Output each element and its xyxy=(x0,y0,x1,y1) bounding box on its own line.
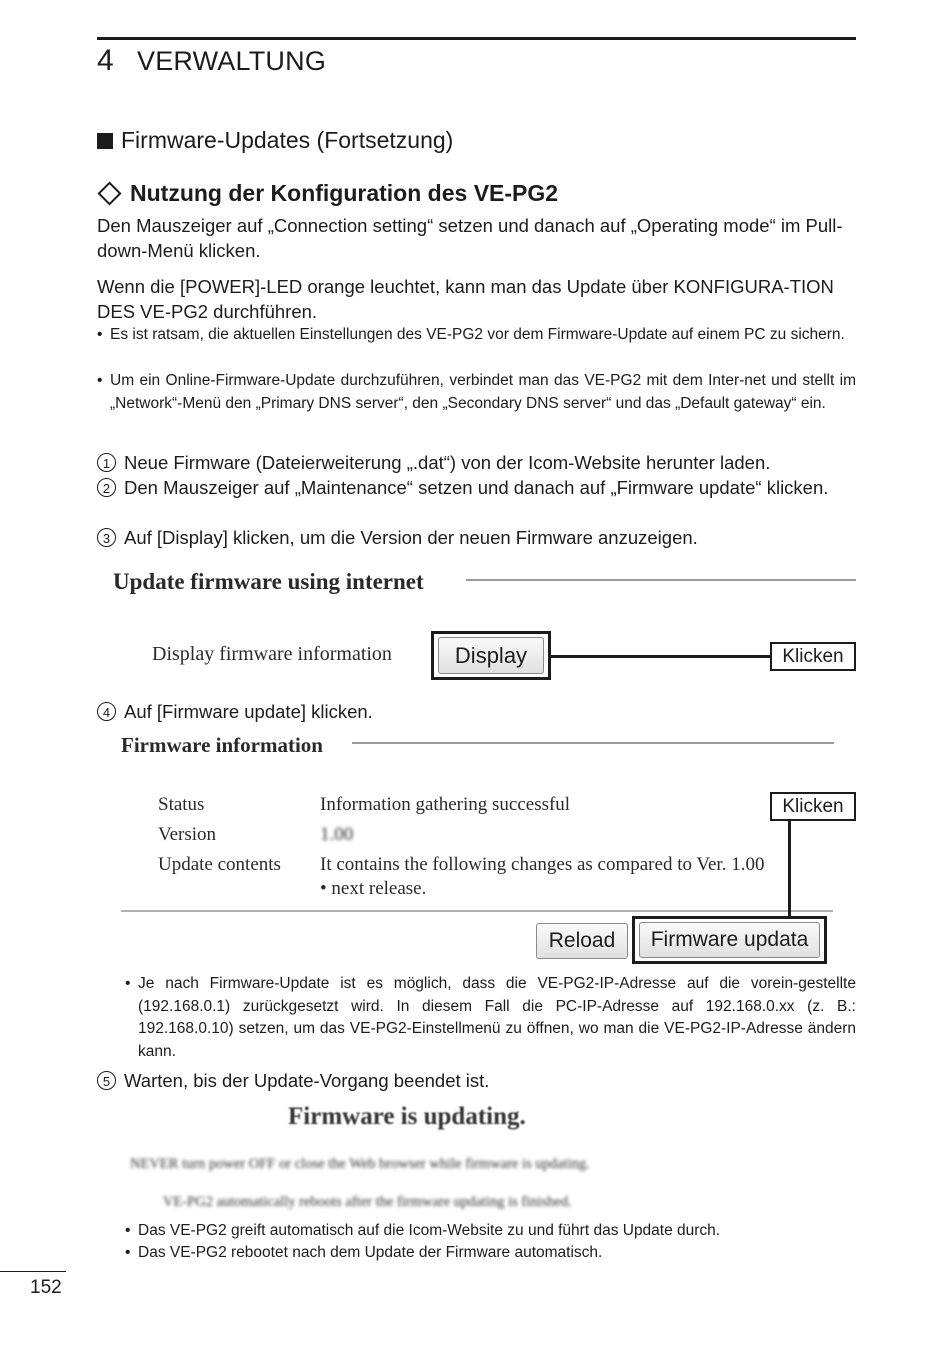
ip-address-note: • Je nach Firmware-Update ist es möglich, dass die VE-PG2-IP-Adresse auf die vorein-gestellte (192.168.0.1) zurückgesetzt wird. In diesem Fall die PC-IP-Adresse auf 192.168.0.xx (z. B.: 192.168.0.10) setzen, um das VE-PG2-Einstellmenü zu öffnen, wo man die VE-PG2-IP-Adresse ändern kann. xyxy=(125,973,856,1063)
step-5 xyxy=(97,1068,856,1093)
step-text: Auf [Display] klicken, um die Version der neuen Firmware anzuzeigen. xyxy=(124,527,698,548)
never-turn-off-warning: NEVER turn power OFF or close the Web browser while firmware is updating. xyxy=(130,1156,590,1172)
step-number: 4 xyxy=(97,702,116,721)
chapter-number: 4 xyxy=(97,44,114,77)
firmware-updating-heading: Firmware is updating. xyxy=(288,1103,526,1130)
step-1 xyxy=(97,450,856,475)
heading-divider xyxy=(466,579,856,581)
update-contents-label: Update contents xyxy=(158,854,281,875)
step-2 xyxy=(97,475,856,500)
click-callout-2: Klicken xyxy=(770,792,856,821)
step-text: Neue Firmware (Dateierweiterung „.dat“) von der Icom-Website herunter laden. xyxy=(124,452,771,473)
diamond-icon xyxy=(97,181,121,205)
intro-bullet-2: • Um ein Online-Firmware-Update durchzuführen, verbindet man das VE-PG2 mit dem Inter-net und stellt im „Network“-Menü den „Primary DNS server“, den „Secondary DNS server“ und das „Default gateway“ ein. xyxy=(97,370,856,415)
status-label: Status xyxy=(158,794,205,815)
firmware-update-button[interactable]: Firmware updata xyxy=(639,922,820,958)
page-number: 152 xyxy=(30,1277,62,1298)
version-value: 1.00 xyxy=(320,824,354,845)
step-text: Auf [Firmware update] klicken. xyxy=(124,701,373,722)
section-title xyxy=(97,127,453,154)
square-bullet-icon xyxy=(97,133,113,149)
heading-divider xyxy=(352,742,834,744)
step-number: 5 xyxy=(97,1071,116,1090)
final-bullet-2: • Das VE-PG2 rebootet nach dem Update der Firmware automatisch. xyxy=(125,1242,856,1265)
intro-bullet-1: • Es ist ratsam, die aktuellen Einstellungen des VE-PG2 vor dem Firmware-Update auf einem PC zu sichern. xyxy=(97,324,856,347)
callout-line xyxy=(551,655,770,658)
update-firmware-heading: Update firmware using internet xyxy=(113,569,424,594)
display-button[interactable]: Display xyxy=(438,637,544,674)
firmware-information-heading: Firmware information xyxy=(121,733,323,757)
step-number: 2 xyxy=(97,478,116,497)
intro-paragraph-2: Wenn die [POWER]-LED orange leuchtet, kann man das Update über KONFIGURA-TION DES VE-PG2 durchführen. xyxy=(97,276,834,322)
step-number: 3 xyxy=(97,528,116,547)
version-label: Version xyxy=(158,824,217,845)
step-text: Den Mauszeiger auf „Maintenance“ setzen und danach auf „Firmware update“ klicken. xyxy=(124,477,829,498)
step-text: Warten, bis der Update-Vorgang beendet ist. xyxy=(124,1070,490,1091)
click-callout-1: Klicken xyxy=(770,642,856,671)
auto-reboot-notice: VE-PG2 automatically reboots after the firmware updating is finished. xyxy=(163,1194,572,1210)
display-firmware-label: Display firmware information xyxy=(152,643,392,665)
step-number: 1 xyxy=(97,453,116,472)
chapter-title: VERWALTUNG xyxy=(137,46,327,76)
section-title-text: Firmware-Updates (Fortsetzung) xyxy=(121,127,454,153)
final-bullet-1: • Das VE-PG2 greift automatisch auf die Icom-Website zu und führt das Update durch. xyxy=(125,1220,856,1243)
callout-line xyxy=(788,821,791,917)
subsection-title xyxy=(97,180,558,207)
update-contents-extra: • next release. xyxy=(320,878,427,899)
page-number-rule xyxy=(0,1271,66,1272)
intro-paragraph-1: Den Mauszeiger auf „Connection setting“ setzen und danach auf „Operating mode“ im Pull-down-Menü klicken. xyxy=(97,215,843,261)
status-value: Information gathering successful xyxy=(320,794,571,815)
step-3 xyxy=(97,525,856,550)
reload-button[interactable]: Reload xyxy=(536,923,628,959)
table-divider xyxy=(121,910,833,912)
subsection-title-text: Nutzung der Konfiguration des VE-PG2 xyxy=(130,180,559,206)
step-4 xyxy=(97,699,856,724)
update-contents-value: It contains the following changes as compared to Ver. 1.00 xyxy=(320,854,765,875)
header-rule xyxy=(97,37,856,40)
